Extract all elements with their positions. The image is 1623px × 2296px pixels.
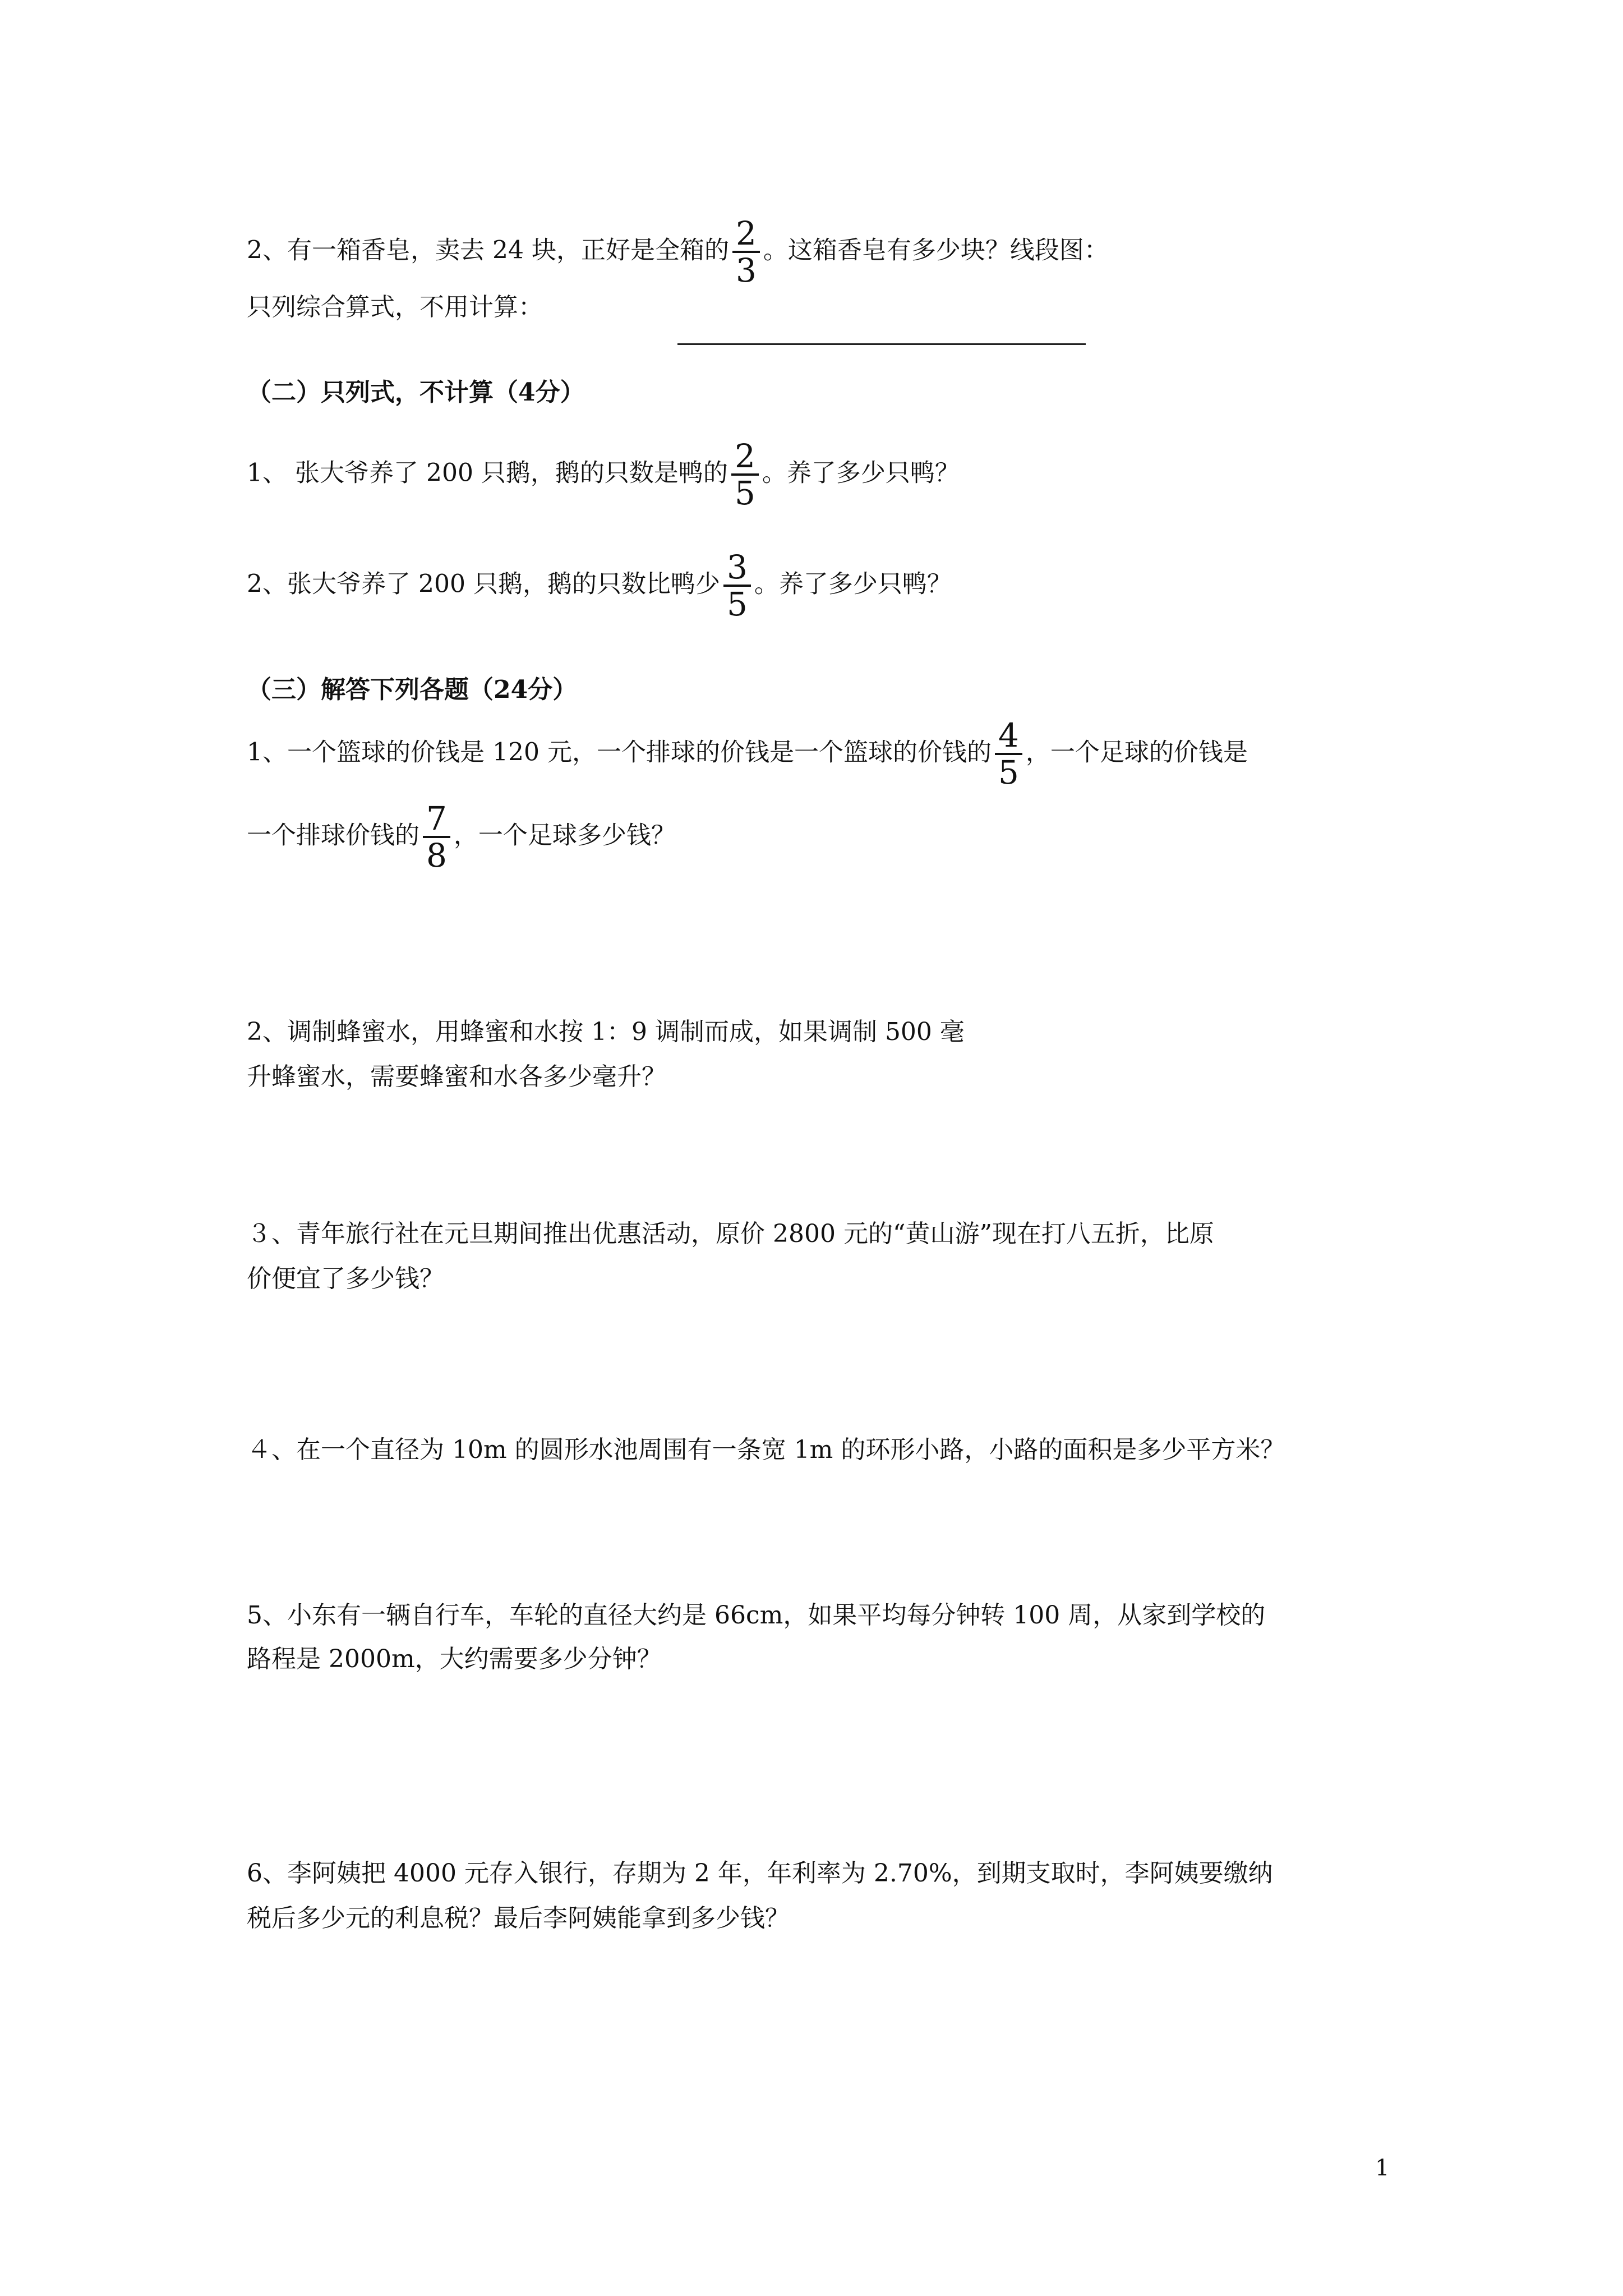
section2-q2-suffix: 。养了多少只鸭？ [754, 569, 952, 599]
section3-question-3-line1: ３、青年旅行社在元旦期间推出优惠活动，原价 2800 元的“黄山游”现在打八五折，比原 [247, 1220, 1214, 1248]
fraction-two-fifths [731, 439, 759, 510]
question-soap-line2: 只列综合算式，不用计算： [247, 293, 543, 321]
fraction-numerator: 2 [732, 216, 760, 253]
fraction-seven-eighths [423, 801, 450, 873]
section3-question-1-line1 [247, 718, 1248, 790]
question-soap-line1 [247, 216, 1109, 288]
section3-question-4: ４、在一个直径为 10m 的圆形水池周围有一条宽 1m 的环形小路，小路的面积是多少平方米？ [247, 1435, 1285, 1464]
section2-question-1 [247, 439, 960, 510]
section3-question-6-line1: 6、李阿姨把 4000 元存入银行，存期为 2 年，年利率为 2.70%，到期支取时，李阿姨要缴纳 [247, 1859, 1273, 1888]
section3-question-1-line2 [247, 801, 676, 873]
fraction-denominator: 5 [998, 753, 1019, 792]
section3-question-2-line1: 2、调制蜂蜜水，用蜂蜜和水按 1：9 调制而成，如果调制 500 毫 [247, 1018, 965, 1046]
fraction-denominator: 8 [426, 836, 447, 875]
section3-question-3-line2: 价便宜了多少钱？ [247, 1264, 444, 1293]
section3-q1-line2-suffix: ，一个足球多少钱？ [453, 821, 676, 850]
section3-question-6-line2: 税后多少元的利息税？最后李阿姨能拿到多少钱？ [247, 1904, 790, 1932]
section3-question-5-line1: 5、小东有一辆自行车，车轮的直径大约是 66cm，如果平均每分钟转 100 周，从家到学校的 [247, 1601, 1266, 1630]
section3-question-5-line2: 路程是 2000m，大约需要多少分钟？ [247, 1645, 662, 1673]
fraction-denominator: 5 [734, 474, 755, 512]
section3-q1-line2-text: 一个排球价钱的 [247, 821, 419, 850]
fraction-numerator: 3 [723, 550, 751, 587]
answer-blank-line [677, 343, 1086, 345]
section3-question-2-line2: 升蜂蜜水，需要蜂蜜和水各多少毫升？ [247, 1062, 666, 1091]
section2-q1-text: 1、 张大爷养了 200 只鹅，鹅的只数是鸭的 [247, 458, 728, 487]
section3-q1-mid: ，一个足球的价钱是 [1025, 738, 1248, 767]
question-soap-text: 2、有一箱香皂，卖去 24 块，正好是全箱的 [247, 236, 729, 265]
fraction-numerator: 7 [423, 801, 450, 838]
section2-q1-suffix: 。养了多少只鸭？ [762, 458, 960, 487]
fraction-three-fifths [723, 550, 751, 622]
fraction-denominator: 5 [726, 585, 748, 623]
fraction-numerator: 4 [995, 718, 1022, 755]
section2-q2-text: 2、张大爷养了 200 只鹅，鹅的只数比鸭少 [247, 569, 720, 599]
section2-question-2 [247, 550, 952, 622]
fraction-two-thirds [732, 216, 760, 288]
question-soap-suffix: 。这箱香皂有多少块？线段图： [763, 236, 1109, 265]
page-number: 1 [1375, 2155, 1390, 2181]
fraction-numerator: 2 [731, 439, 759, 476]
fraction-denominator: 3 [735, 251, 757, 289]
section-three-heading: （三）解答下列各题（24分） [247, 675, 578, 704]
fraction-four-fifths [995, 718, 1022, 790]
section-two-heading: （二）只列式，不计算（4分） [247, 378, 585, 407]
section3-q1-text: 1、一个篮球的价钱是 120 元，一个排球的价钱是一个篮球的价钱的 [247, 738, 992, 767]
